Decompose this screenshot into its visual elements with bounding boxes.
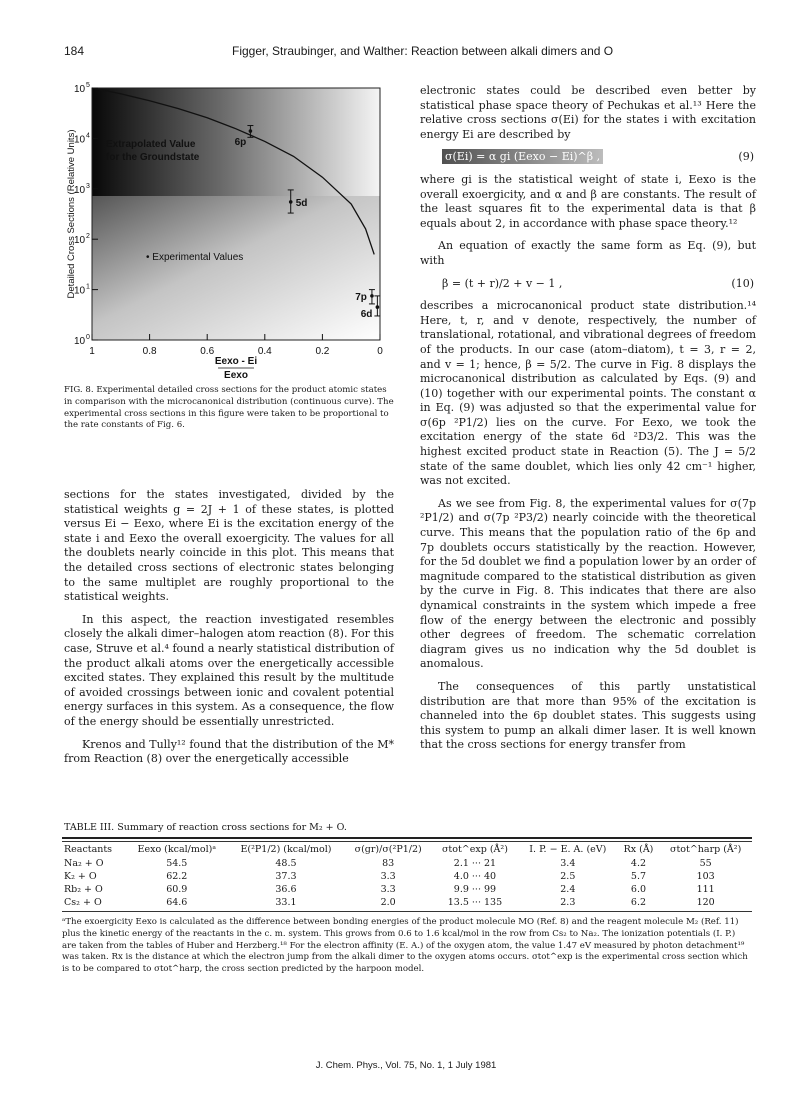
table-cell: 83: [382, 858, 395, 869]
table-cell: Cs₂ + O: [64, 897, 102, 908]
equation-10: [420, 277, 756, 292]
table-cell: 2.5: [560, 871, 576, 882]
table-cell: 2.1 ··· 21: [453, 858, 497, 869]
equation-10-formula: β = (t + r)/2 + v − 1 ,: [442, 276, 563, 290]
table-cell: 62.2: [166, 871, 188, 882]
table-row: [62, 870, 752, 883]
caption-label: FIG. 8.: [64, 385, 94, 395]
right-paragraph-2: where gi is the statistical weight of state i, Eexo is the overall exoergicity, and α and β are constants. The result of the least squares fit to the experimental data is that β equals about 2, in accordance with phase space theory.¹²: [420, 172, 756, 230]
table-row: [62, 857, 752, 870]
table-header-cell: σtot^harp (Å²): [669, 844, 742, 855]
data-point: [249, 129, 253, 133]
x-tick-label: 0.2: [315, 346, 330, 357]
table-cell: 55: [699, 858, 712, 869]
table-cell: 5.7: [630, 871, 647, 882]
table-cell: 2.4: [560, 884, 576, 895]
table-bottom-rule: [62, 911, 752, 912]
y-tick-exponent: 5: [86, 82, 90, 89]
left-paragraph-1: sections for the states investigated, divided by the statistical weights g = 2J + 1 of these states, is plotted versus Ei − Eexo, where Ei is the excitation energy of the state i and Eexo the overall exoergicity. The values for all the doublets nearly coincide in this plot. This means that the detailed cross sections of electronic states belonging to the same multiplet are roughly proportional to the statistical weights.: [64, 488, 394, 604]
table-iii: [62, 822, 752, 976]
left-paragraph-2: In this aspect, the reaction investigated resembles closely the alkali dimer–halogen atom reaction (8). For this case, Struve et al.⁴ found a nearly statistical distribution of the product alkali atoms over the energetically accessible excited states. They explained this result by the multitude of avoided crossings between ionic and covalent potential energy surfaces in this system. As a consequence, the flow of the energy should be essentially unrestricted.: [64, 612, 395, 728]
table-cell: 120: [696, 897, 715, 908]
table-row: [62, 883, 752, 896]
point-label: 6p: [234, 137, 247, 149]
caption-text: Experimental detailed cross sections for the product atomic states in comparison with the microcanonical distribution (continuous curve). The experimental cross sections in this figure were taken to be proportional to the rate constants of Fig. 6.: [64, 385, 394, 431]
page-number: 184: [64, 44, 85, 58]
y-tick-label: 10: [74, 134, 86, 146]
y-tick-label: 10: [74, 84, 86, 95]
table-header-cell: Eexo (kcal/mol)ᵃ: [137, 844, 217, 855]
figure-shading-bottom: [92, 196, 380, 340]
point-label: 7p: [355, 291, 367, 303]
y-tick-exponent: 1: [86, 283, 90, 291]
x-tick-label: 0: [377, 346, 383, 357]
x-tick-label: 0.4: [257, 346, 272, 357]
table-cell: 54.5: [166, 858, 188, 869]
table-header-cell: σtot^exp (Å²): [441, 844, 508, 855]
table-header-cell: E(²P1/2) (kcal/mol): [240, 844, 332, 855]
table-cell: 2.3: [560, 897, 576, 908]
table-cell: 3.3: [380, 871, 396, 882]
y-tick-label: 10: [74, 285, 86, 297]
table-header-cell: σ(gr)/σ(²P1/2): [354, 844, 422, 855]
y-tick-label: 10: [74, 235, 86, 247]
table-cell: Na₂ + O: [64, 858, 104, 869]
left-paragraph-3: Krenos and Tully¹² found that the distribution of the M* from Reaction (8) over the energetically accessible: [64, 737, 394, 766]
right-column: [420, 84, 756, 753]
annotation-line2: for the Groundstate: [106, 152, 200, 163]
x-tick-label: 0.8: [142, 346, 157, 357]
page-footer: J. Chem. Phys., Vol. 75, No. 1, 1 July 1981: [315, 1060, 497, 1071]
table-cell: 4.2: [630, 858, 647, 869]
equation-9: [420, 150, 756, 165]
table-top-rule: [62, 837, 752, 839]
point-label: 6d: [360, 309, 373, 321]
equation-10-number: (10): [731, 276, 754, 290]
right-paragraph-1: electronic states could be described even better by statistical phase space theory of Pechukas et al.¹³ Here the relative cross sections σ(Ei) for the states i with excitation energy Ei are described by: [420, 84, 756, 141]
figure-8: [62, 80, 402, 380]
data-point: [370, 294, 374, 298]
y-tick-exponent: 2: [86, 233, 90, 241]
right-paragraph-6: The consequences of this partly unstatistical distribution are that more than 95% of the excitation is channeled into the 6p doublet states. This suggests using this system to pump an alkali dimer laser. It is well known that the cross sections for energy transfer from: [420, 679, 756, 752]
table-row: [62, 896, 752, 909]
table-footnote: ᵃThe exoergicity Eexo is calculated as the difference between bonding energies of the product molecule MO (Ref. 8) and the reagent molecule M₂ (Ref. 11) plus the kinetic energy of the reactants in the c. m. system. This grows from 0.6 to 1.6 kcal/mol in the row from Cs₂ to Na₂. The ionization potentials (I. P.) are taken from the tables of Huber and Herzberg.¹⁸ For the electron affinity (E. A.) of the oxygen atom, the value 1.47 eV measured by photon detachment¹⁹ was taken. Rx is the distance at which the electron jump from the alkali dimer to the oxygen atoms occurs. σtot^exp is the experimental cross section which is to be compared to σtot^harp, the cross section predicted by the harpoon model.: [62, 917, 748, 975]
y-tick-exponent: 4: [86, 132, 90, 140]
table-cell: 6.2: [630, 897, 647, 908]
legend-label: • Experimental Values: [146, 252, 244, 263]
x-tick-label: 1: [89, 346, 95, 357]
left-column: [64, 488, 394, 767]
table-cell: 6.0: [630, 884, 647, 895]
x-axis-label-numerator: Eexo - Ei: [214, 356, 258, 367]
table-cell: 111: [696, 884, 715, 895]
y-tick-exponent: 3: [86, 182, 90, 190]
right-paragraph-4: describes a microcanonical product state distribution.¹⁴ Here, t, r, and v denote, respectively, the number of translational, rotational, and vibrational degrees of freedom of the products. In our case (atom–diatom), t = 3, r = 2, and v = 1; hence, β = 5/2. The curve in Fig. 8 displays the microcanonical distribution as calculated by Eqs. (9) and (10) together with our experimental points. The constant α in Eq. (9) was adjusted so that the experimental value for σ(6p ²P1/2) lies on the curve. For Eexo, we took the excitation energy of the state 6d ²D3/2. This was the highest excited product state in Reaction (5). The J = 5/2 state of the same doublet, which lies only 42 cm⁻¹ higher, was not excited.: [420, 299, 756, 488]
table-cell: 2.0: [380, 897, 396, 908]
table-cell: 33.1: [275, 897, 297, 908]
page-header: [0, 42, 812, 62]
table-cell: 36.6: [275, 884, 297, 895]
equation-9-formula: σ(Ei) = α gi (Eexo − Ei)^β ,: [442, 149, 603, 164]
table-cell: 48.5: [275, 858, 297, 869]
table-cell: 64.6: [166, 897, 188, 908]
table-cell: 9.9 ··· 99: [453, 884, 497, 895]
plot-area: [92, 88, 380, 340]
table-cell: Rb₂ + O: [64, 884, 103, 895]
reaction-cross-section-table: [62, 842, 752, 909]
table-cell: 3.3: [380, 884, 396, 895]
table-header-cell: Rx (Å): [623, 844, 654, 855]
table-header-cell: I. P. − E. A. (eV): [529, 844, 607, 855]
table-cell: 60.9: [166, 884, 188, 895]
right-paragraph-5: As we see from Fig. 8, the experimental values for σ(7p ²P1/2) and σ(7p ²P3/2) nearly coincide with the theoretical curve. This means that the population ratio of the 6p and 7p doublets occurs statistically by the reaction. However, for the 5d doublet we find a population lower by an order of magnitude compared to the statistical distribution as given by the curve in Fig. 8. This indicates that there are also dynamical constraints in the system which impede a free flow of the energy between the electronic and possibly other degrees of freedom. The schematic correlation diagram gives us no indication why the 5d doublet is anomalous.: [420, 496, 756, 671]
running-title: Figger, Straubinger, and Walther: Reaction between alkali dimers and O: [232, 44, 614, 58]
equation-9-number: (9): [738, 150, 754, 164]
data-point: [376, 305, 380, 309]
y-tick-label: 10: [74, 184, 86, 196]
x-tick-label: 0.6: [200, 346, 215, 357]
table-cell: 4.0 ··· 40: [453, 871, 497, 882]
right-paragraph-3: An equation of exactly the same form as Eq. (9), but with: [420, 239, 756, 267]
table-title: TABLE III. Summary of reaction cross sections for M₂ + O.: [64, 822, 347, 833]
figure-caption: [64, 385, 394, 432]
table-body: [62, 857, 752, 909]
table-header-cell: Reactants: [64, 844, 113, 855]
table-cell: K₂ + O: [64, 871, 97, 882]
y-tick-label: 10: [74, 336, 86, 347]
table-cell: 3.4: [560, 858, 576, 869]
table-cell: 103: [696, 871, 715, 882]
annotation-line1: Extrapolated Value: [106, 139, 196, 150]
table-header-row: [62, 842, 752, 857]
table-cell: 37.3: [275, 871, 297, 882]
table-cell: 13.5 ··· 135: [447, 897, 503, 908]
data-point: [289, 200, 293, 204]
x-axis-label-denominator: Eexo: [224, 370, 248, 380]
y-axis-label: Detailed Cross Sections (Relative Units): [66, 129, 77, 299]
y-tick-exponent: 0: [86, 334, 90, 341]
figure-8-chart: [62, 80, 402, 380]
point-label: 5d: [295, 197, 308, 209]
